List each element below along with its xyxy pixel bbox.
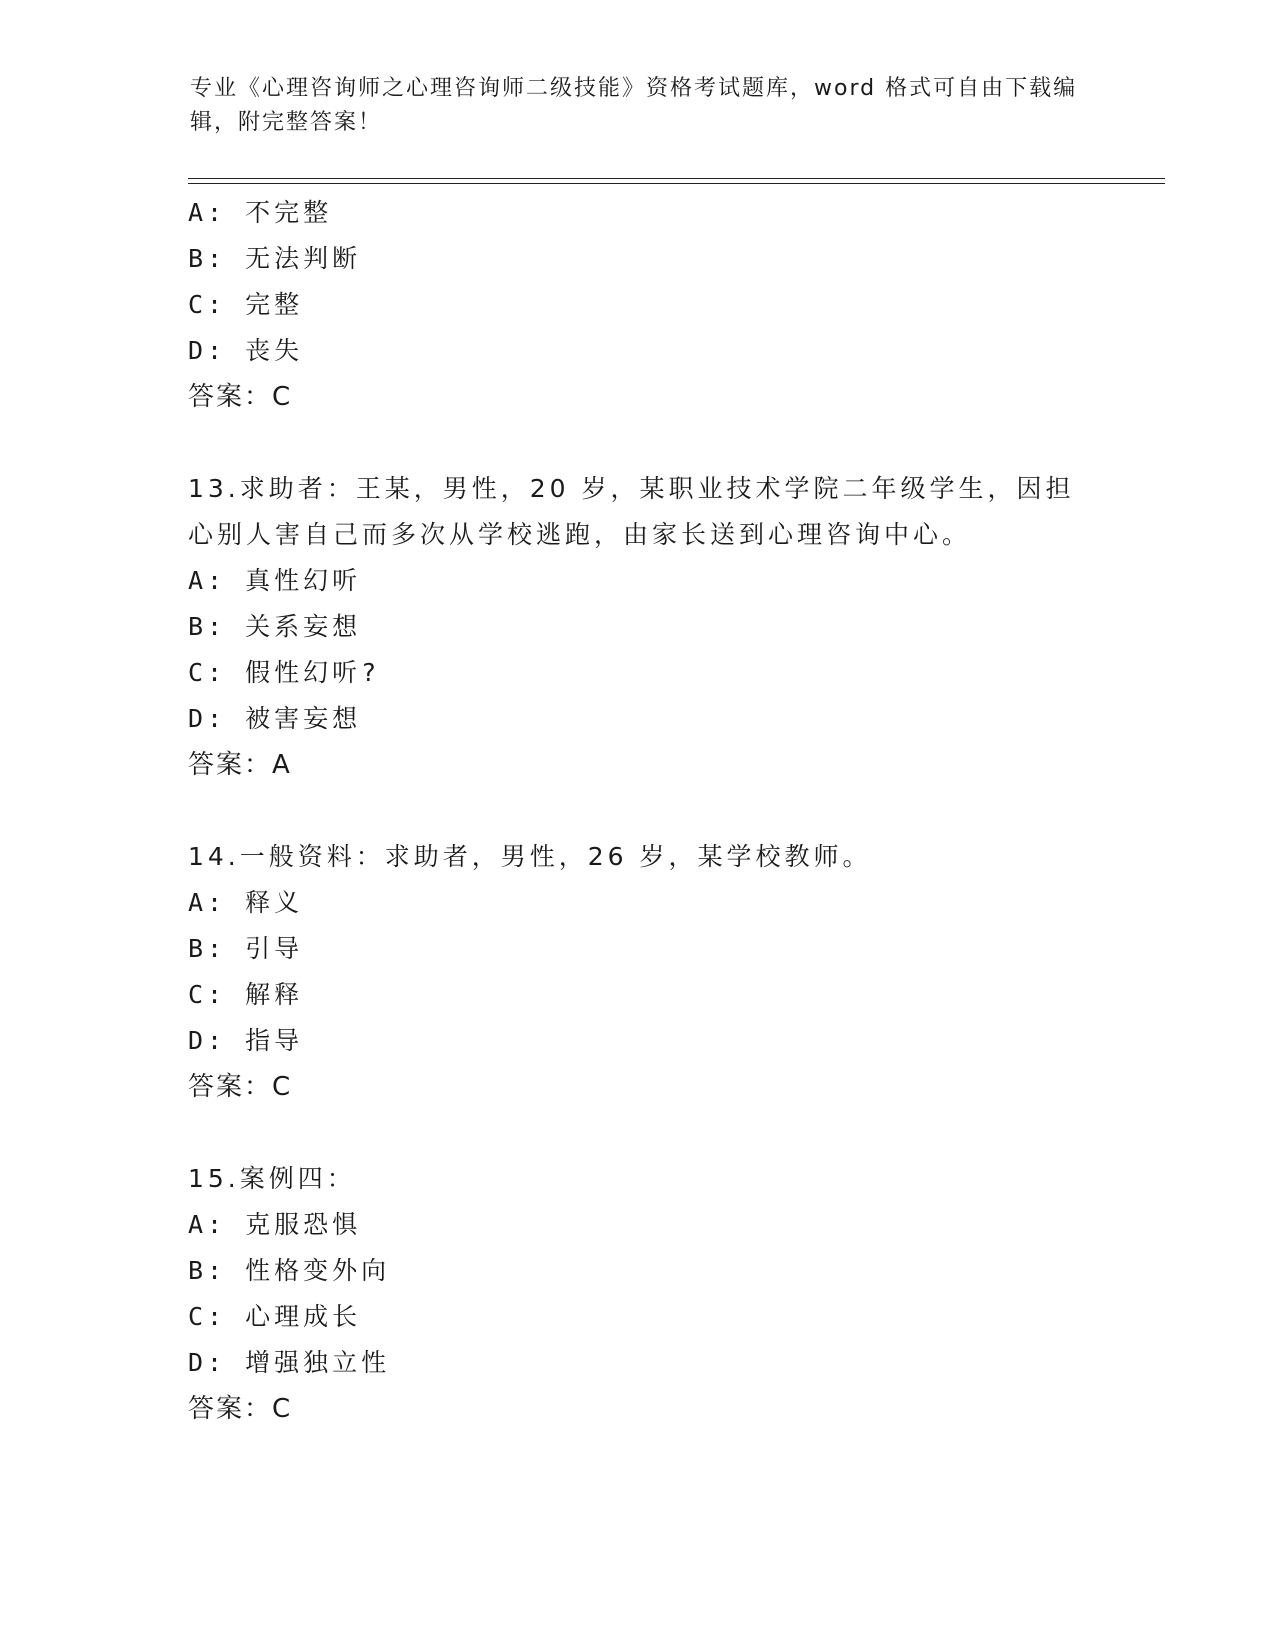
option-a: A: 克服恐惧	[188, 1210, 362, 1239]
question-list	[188, 190, 1138, 1432]
option-b: B: 关系妄想	[188, 612, 362, 641]
spacer	[188, 420, 1138, 466]
option-c: C: 心理成长	[188, 1302, 362, 1331]
option-d: D: 指导	[188, 1026, 304, 1055]
option-a: A: 释义	[188, 888, 304, 917]
question-13	[188, 466, 1138, 788]
question-14	[188, 834, 1138, 1110]
option-c: C: 完整	[188, 290, 304, 319]
question-stem: 13.求助者：王某，男性，20 岁，某职业技术学院二年级学生，因担心别人害自己而多次从学校逃跑，由家长送到心理咨询中心。	[188, 474, 1075, 549]
answer: 答案：C	[188, 1072, 293, 1102]
option-b: B: 无法判断	[188, 244, 362, 273]
spacer	[188, 788, 1138, 834]
option-b: B: 性格变外向	[188, 1256, 391, 1285]
question-15	[188, 1156, 1138, 1432]
header-divider-top	[188, 178, 1165, 179]
option-a: A: 真性幻听	[188, 566, 362, 595]
header-divider-bottom	[188, 183, 1165, 184]
answer: 答案：A	[188, 750, 292, 780]
question-12	[188, 190, 1138, 420]
option-d: D: 被害妄想	[188, 704, 362, 733]
answer: 答案：C	[188, 382, 293, 412]
question-stem: 14.一般资料：求助者，男性，26 岁，某学校教师。	[188, 842, 872, 871]
option-c: C: 解释	[188, 980, 304, 1009]
question-stem: 15.案例四：	[188, 1164, 356, 1193]
option-d: D: 丧失	[188, 336, 304, 365]
spacer	[188, 1110, 1138, 1156]
option-d: D: 增强独立性	[188, 1348, 391, 1377]
document-header: 专业《心理咨询师之心理咨询师二级技能》资格考试题库，word 格式可自由下载编辑，附完整答案！	[190, 76, 1078, 135]
option-b: B: 引导	[188, 934, 304, 963]
option-a: A: 不完整	[188, 198, 333, 227]
option-c: C: 假性幻听?	[188, 658, 381, 687]
answer: 答案：C	[188, 1394, 293, 1424]
